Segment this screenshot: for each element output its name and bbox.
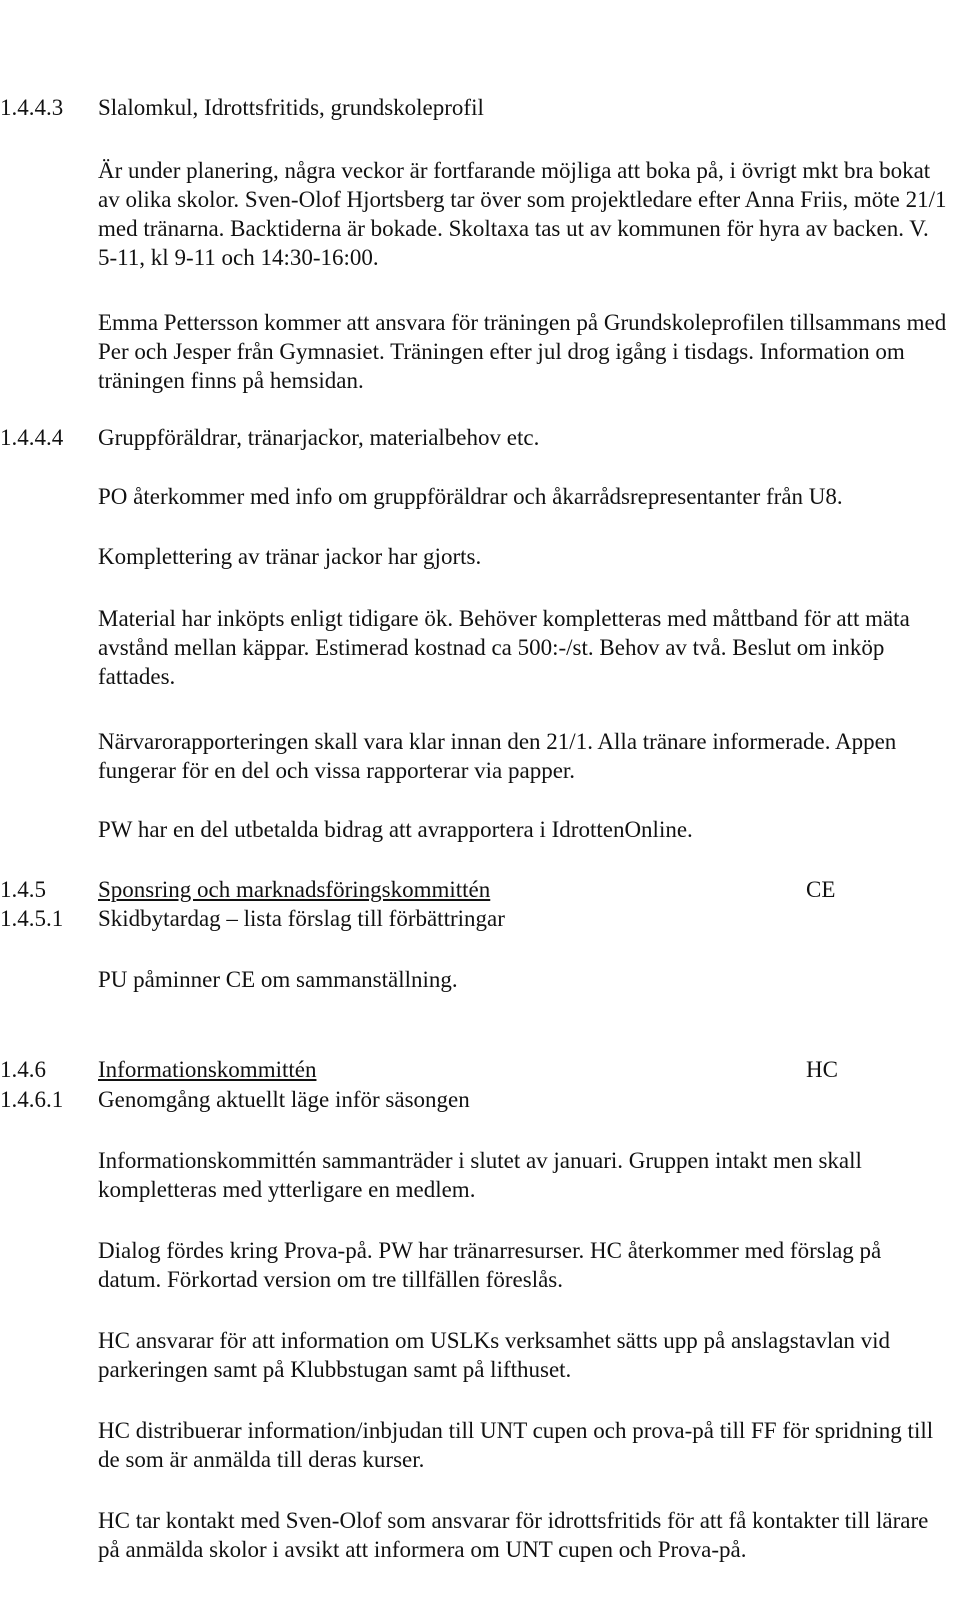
section-number: 1.4.6	[0, 1057, 46, 1082]
paragraph: HC tar kontakt med Sven-Olof som ansvarar för idrottsfritids för att få kontakter till lärare på anmälda skolor i avsikt att informera om UNT cupen och Prova-på.	[98, 1508, 929, 1562]
paragraph: HC distribuerar information/inbjudan till UNT cupen och prova-på till FF för spridning till de som är anmälda till deras kurser.	[98, 1418, 934, 1472]
paragraph: Informationskommittén sammanträder i slutet av januari. Gruppen intakt men skall kompletteras med ytterligare en medlem.	[98, 1148, 862, 1202]
section-number: 1.4.4.3	[0, 95, 64, 120]
section-title: Slalomkul, Idrottsfritids, grundskoleprofil	[98, 95, 484, 120]
section-number: 1.4.6.1	[0, 1087, 64, 1112]
paragraph: PW har en del utbetalda bidrag att avrapportera i IdrottenOnline.	[98, 817, 693, 842]
paragraph: Är under planering, några veckor är fortfarande möjliga att boka på, i övrigt mkt bra bokat av olika skolor. Sven-Olof Hjortsberg tar över som projektledare efter Anna Friis, möte 21/1 med tränarna. Backtiderna är bokade. Skoltaxa tas ut av kommunen för hyra av backen. V. 5-11, kl 9-11 och 14:30-16:00.	[98, 158, 947, 270]
committee-title: Informationskommittén	[98, 1057, 317, 1082]
paragraph: Material har inköpts enligt tidigare ök. Behöver kompletteras med måttband för att mäta avstånd mellan käppar. Estimerad kostnad ca 500:-/st. Behov av två. Beslut om inköp fattades.	[98, 606, 910, 689]
section-title: Genomgång aktuellt läge inför säsongen	[98, 1087, 470, 1112]
section-title: Skidbytardag – lista förslag till förbättringar	[98, 906, 505, 931]
paragraph: Emma Pettersson kommer att ansvara för träningen på Grundskoleprofilen tillsammans med Per och Jesper från Gymnasiet. Träningen efter jul drog igång i tisdags. Information om träningen finns på hemsidan.	[98, 310, 947, 393]
committee-title: Sponsring och marknadsföringskommittén	[98, 877, 491, 902]
section-number: 1.4.5	[0, 877, 46, 902]
responsible-initials: HC	[806, 1057, 838, 1082]
paragraph: Komplettering av tränar jackor har gjorts.	[98, 544, 482, 569]
paragraph: HC ansvarar för att information om USLKs verksamhet sätts upp på anslagstavlan vid parkeringen samt på Klubbstugan samt på lifthuset.	[98, 1328, 891, 1382]
paragraph: PU påminner CE om sammanställning.	[98, 967, 458, 992]
section-title: Gruppföräldrar, tränarjackor, materialbehov etc.	[98, 425, 540, 450]
paragraph: Närvarorapporteringen skall vara klar innan den 21/1. Alla tränare informerade. Appen fungerar för en del och vissa rapporterar via papper.	[98, 729, 897, 783]
section-number: 1.4.5.1	[0, 906, 64, 931]
paragraph: PO återkommer med info om gruppföräldrar och åkarrådsrepresentanter från U8.	[98, 484, 843, 509]
section-number: 1.4.4.4	[0, 425, 64, 450]
responsible-initials: CE	[806, 877, 836, 902]
paragraph: Dialog fördes kring Prova-på. PW har tränarresurser. HC återkommer med förslag på datum. Förkortad version om tre tillfällen föreslås.	[98, 1238, 882, 1292]
